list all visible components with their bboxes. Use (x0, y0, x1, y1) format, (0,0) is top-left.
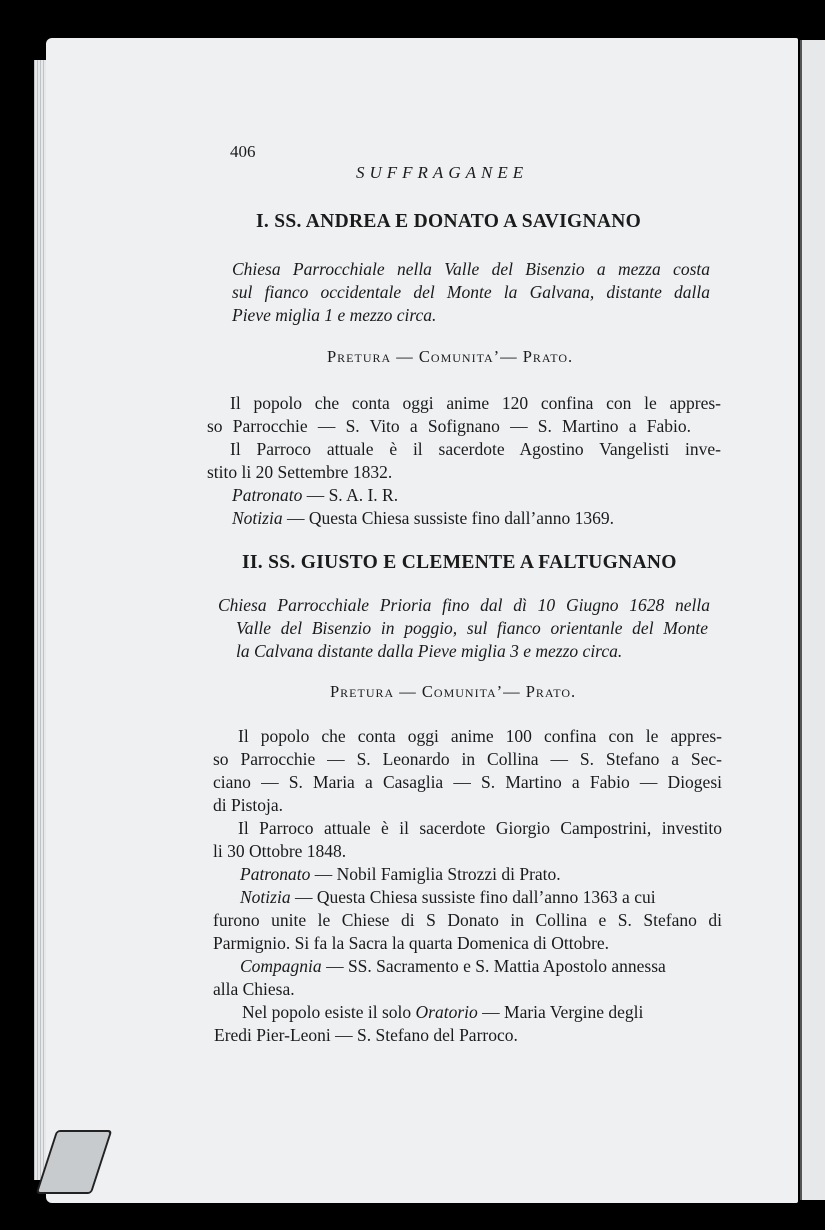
body-line: Il popolo che conta oggi anime 100 confina con le appres- (238, 726, 722, 746)
note-label: Notizia (232, 508, 283, 528)
note-line (240, 955, 666, 977)
body-line: so Parrocchie — S. Vito a Sofignano — S. Martino a Fabio. (207, 416, 691, 436)
note-text: — SS. Sacramento e S. Mattia Apostolo annessa (321, 956, 666, 976)
note-label: Patronato (232, 485, 303, 505)
note-line (232, 484, 398, 506)
description-line: Pieve miglia 1 e mezzo circa. (232, 305, 437, 325)
body-line: li 30 Ottobre 1848. (213, 841, 347, 861)
body-line: di Pistoja. (213, 795, 284, 815)
jurisdiction-line: Pretura — Comunita’— Prato. (330, 682, 577, 701)
oratorio-pre: Nel popolo esiste il solo (242, 1002, 416, 1022)
description-line: Chiesa Parrocchiale Prioria fino dal dì 10 Giugno 1628 nella (218, 595, 710, 615)
note-label: Compagnia (240, 956, 322, 976)
jurisdiction-line: Pretura — Comunita’— Prato. (327, 347, 574, 366)
note-text: — Nobil Famiglia Strozzi di Prato. (310, 864, 561, 884)
body-line: Il Parroco attuale è il sacerdote Agostino Vangelisti inve- (230, 439, 721, 459)
note-label: Notizia (240, 887, 291, 907)
note-text: — S. A. I. R. (302, 485, 399, 505)
description-line: Chiesa Parrocchiale nella Valle del Bisenzio a mezza costa (232, 259, 710, 279)
body-line: alla Chiesa. (213, 979, 295, 999)
section-heading: I. SS. ANDREA E DONATO A SAVIGNANO (256, 211, 642, 232)
body-line: Il Parroco attuale è il sacerdote Giorgio Campostrini, investito (238, 818, 722, 838)
note-text: — Questa Chiesa sussiste fino dall’anno 1369. (282, 508, 615, 528)
section-heading: II. SS. GIUSTO E CLEMENTE A FALTUGNANO (242, 552, 677, 573)
oratorio-label: Oratorio (415, 1002, 478, 1022)
body-line: Parmignio. Si fa la Sacra la quarta Domenica di Ottobre. (213, 933, 610, 953)
body-line (242, 1001, 643, 1023)
note-line (232, 507, 614, 529)
body-line: stito li 20 Settembre 1832. (207, 462, 393, 482)
body-line: Eredi Pier-Leoni — S. Stefano del Parroco. (214, 1025, 518, 1045)
body-line: ciano — S. Maria a Casaglia — S. Martino a Fabio — Diogesi (213, 772, 722, 792)
facing-page-edge (800, 40, 825, 1200)
description-line: la Calvana distante dalla Pieve miglia 3 e mezzo circa. (236, 641, 623, 661)
note-line (240, 886, 656, 908)
body-line: furono unite le Chiese di S Donato in Collina e S. Stefano di (213, 910, 722, 930)
description-line: Valle del Bisenzio in poggio, sul fianco orientanle del Monte (236, 618, 708, 638)
page-number: 406 (230, 142, 256, 161)
body-line: so Parrocchie — S. Leonardo in Collina — S. Stefano a Sec- (213, 749, 722, 769)
description-line: sul fianco occidentale del Monte la Galvana, distante dalla (232, 282, 710, 302)
note-line (240, 863, 561, 885)
running-head: SUFFRAGANEE (356, 163, 529, 182)
note-text: — Questa Chiesa sussiste fino dall’anno 1363 a cui (290, 887, 656, 907)
body-line: Il popolo che conta oggi anime 120 confina con le appres- (230, 393, 721, 413)
oratorio-post: — Maria Vergine degli (477, 1002, 644, 1022)
note-label: Patronato (240, 864, 311, 884)
